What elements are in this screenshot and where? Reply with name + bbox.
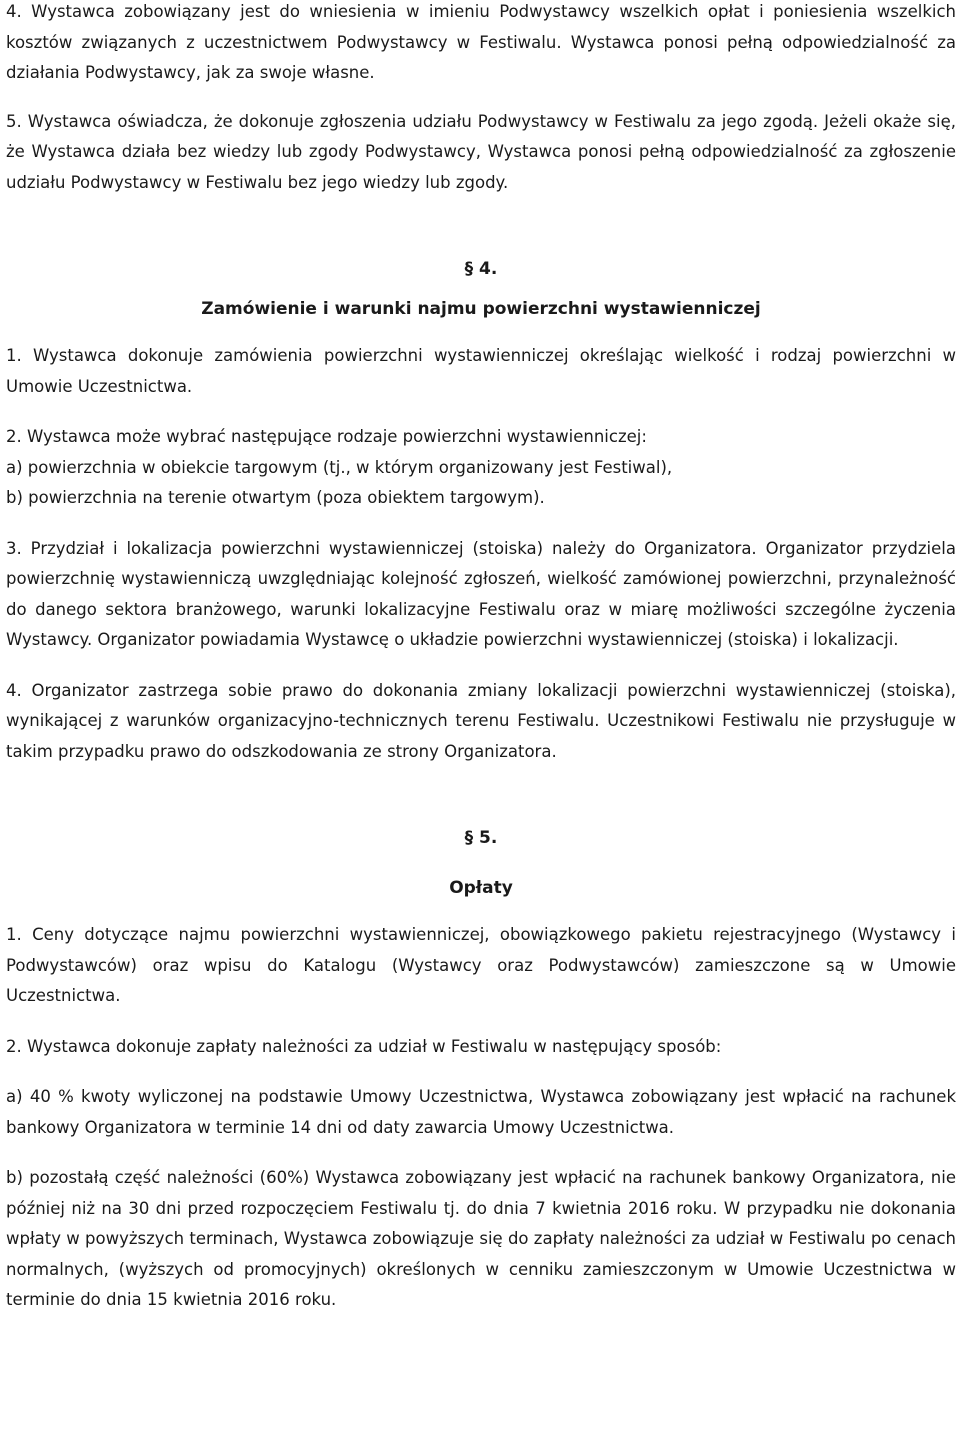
section-5-number: § 5. bbox=[464, 828, 498, 848]
section-4-paragraph-3: 3. Przydział i lokalizacja powierzchni wystawienniczej (stoiska) należy do Organizatora. Organizator przydziela powierzchnię wystawienniczą uwzględniając kolejność zgłoszeń, wielkość zamówionej powierzchni, przynależność do danego sektora branżowego, warunki lokalizacyjne Festiwalu oraz w miarę możliwości szczególne życzenia Wystawcy. Organizator powiadamia Wystawcę o układzie powierzchni wystawienniczej (stoiska) i lokalizacji. bbox=[6, 538, 956, 649]
section-5-item-a: a) 40 % kwoty wyliczonej na podstawie Umowy Uczestnictwa, Wystawca zobowiązany jest wpłacić na rachunek bankowy Organizatora w terminie 14 dni od daty zawarcia Umowy Uczestnictwa. bbox=[6, 1087, 956, 1137]
section-5-paragraph-1: 1. Ceny dotyczące najmu powierzchni wystawienniczej, obowiązkowego pakietu rejestracyjnego (Wystawcy i Podwystawców) oraz wpisu do Katalogu (Wystawcy oraz Podwystawców) zamieszczone są w Umowie Uczestnictwa. bbox=[6, 925, 956, 1005]
section-5-item-b: b) pozostałą część należności (60%) Wystawca zobowiązany jest wpłacić na rachunek bankowy Organizatora, nie później niż na 30 dni przed rozpoczęciem Festiwalu tj. do dnia 7 kwietnia 2016 roku. W przypadku nie dokonania wpłaty w powyższych terminach, Wystawca zobowiązuje się do zapłaty należności za udział w Festiwalu po cenach normalnych, (wyższych od promocyjnych) określonych w cenniku zamieszczonym w Umowie Uczestnictwa w terminie do dnia 15 kwietnia 2016 roku. bbox=[6, 1168, 956, 1309]
section-4-paragraph-2: 2. Wystawca może wybrać następujące rodzaje powierzchni wystawienniczej: bbox=[6, 427, 647, 446]
document-page bbox=[6, 0, 956, 1316]
section-4-number: § 4. bbox=[464, 259, 498, 279]
section-4-item-b: b) powierzchnia na terenie otwartym (poza obiektem targowym). bbox=[6, 488, 545, 507]
section-5-title: Opłaty bbox=[449, 878, 513, 898]
paragraph-4: 4. Wystawca zobowiązany jest do wniesienia w imieniu Podwystawcy wszelkich opłat i poniesienia wszelkich kosztów związanych z uczestnictwem Podwystawcy w Festiwalu. Wystawca ponosi pełną odpowiedzialność za działania Podwystawcy, jak za swoje własne. bbox=[6, 2, 956, 82]
section-4-title: Zamówienie i warunki najmu powierzchni wystawienniczej bbox=[201, 299, 761, 319]
section-4-paragraph-4: 4. Organizator zastrzega sobie prawo do dokonania zmiany lokalizacji powierzchni wystawienniczej (stoiska), wynikającej z warunków organizacyjno-technicznych terenu Festiwalu. Uczestnikowi Festiwalu nie przysługuje w takim przypadku prawo do odszkodowania ze strony Organizatora. bbox=[6, 680, 956, 761]
section-5-paragraph-2: 2. Wystawca dokonuje zapłaty należności za udział w Festiwalu w następujący sposób: bbox=[6, 1036, 722, 1056]
section-4-item-a: a) powierzchnia w obiekcie targowym (tj., w którym organizowany jest Festiwal), bbox=[6, 457, 673, 477]
paragraph-5: 5. Wystawca oświadcza, że dokonuje zgłoszenia udziału Podwystawcy w Festiwalu za jego zgodą. Jeżeli okaże się, że Wystawca działa bez wiedzy lub zgody Podwystawcy, Wystawca ponosi pełną odpowiedzialność za zgłoszenie udziału Podwystawcy w Festiwalu bez jego wiedzy lub zgody. bbox=[6, 111, 956, 192]
section-4-paragraph-1: 1. Wystawca dokonuje zamówienia powierzchni wystawienniczej określając wielkość i rodzaj powierzchni w Umowie Uczestnictwa. bbox=[6, 346, 956, 396]
